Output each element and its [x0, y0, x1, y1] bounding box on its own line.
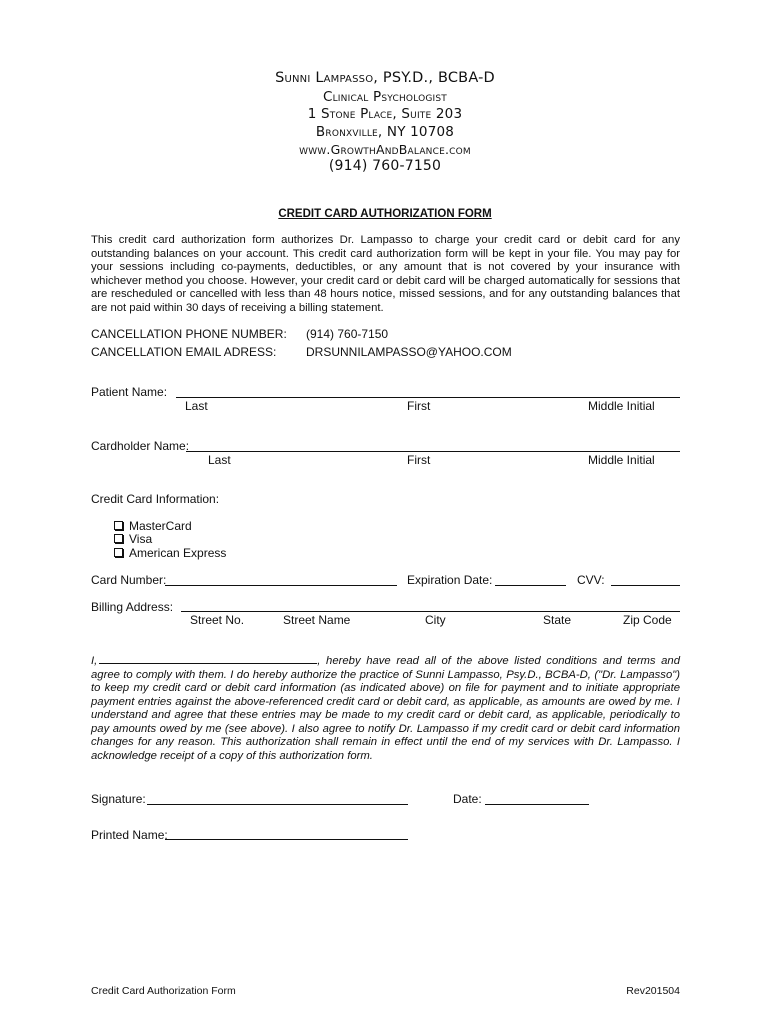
agreement-paragraph — [91, 653, 680, 763]
billing-street-name-caption: Street Name — [283, 613, 351, 627]
address-line-2: Bronxville, NY 10708 — [315, 124, 455, 140]
patient-middle-caption: Middle Initial — [588, 399, 655, 413]
practitioner-title: Clinical Psychologist — [322, 89, 448, 105]
option-mastercard[interactable] — [114, 519, 192, 533]
checkbox-icon[interactable] — [114, 534, 123, 543]
cardholder-last-caption: Last — [208, 453, 231, 467]
cardholder-middle-caption: Middle Initial — [588, 453, 655, 467]
cardholder-name-label: Cardholder Name: — [91, 439, 190, 453]
agreement-prefix: I, — [91, 655, 98, 667]
cancellation-email-value: DRSUNNILAMPASSO@YAHOO.COM — [306, 345, 512, 359]
billing-address-field[interactable] — [181, 598, 680, 612]
agreement-text: , hereby have read all of the above listed conditions and terms and agree to comply with them. I do hereby authorize the practice of Sunni Lampasso, Psy.D., BCBA-D, ("Dr. Lampasso") to keep my credit card or debit card information (as indicated above) on file for payment and to initiate appropriate payment entries against the above-referenced credit card or debit card, as applicable, as amounts are owed by me. I understand and agree that these entries may be made to my credit card or debit card, as applicable, periodically to pay amounts owed by me (see above). I also agree to notify Dr. Lampasso if my credit card or debit card information changes for any reason. This authorization shall remain in effect until the end of my services with Dr. Lampasso. I acknowledge receipt of a copy of this authorization form. — [91, 655, 680, 762]
printed-name-label: Printed Name: — [91, 828, 168, 842]
date-label: Date: — [453, 792, 482, 806]
cardholder-name-field[interactable] — [186, 438, 680, 452]
cancellation-phone-value: (914) 760-7150 — [306, 327, 389, 341]
option-amex[interactable] — [114, 546, 226, 560]
cardholder-first-caption: First — [407, 453, 431, 467]
billing-state-caption: State — [543, 613, 572, 627]
billing-street-no-caption: Street No. — [190, 613, 245, 627]
patient-name-label: Patient Name: — [91, 385, 168, 399]
signature-label: Signature: — [91, 792, 146, 806]
intro-paragraph: This credit card authorization form authorizes Dr. Lampasso to charge your credit card or debit card for any outstanding balances on your account. This credit card authorization form will be kept in your file. You may pay for your sessions including co-payments, deductibles, or any amount that is not covered by your insurance with whichever method you choose. However, your credit card or debit card will be charged automatically for sessions that are rescheduled or cancelled with less than 48 hours notice, missed sessions, and for any outstanding balances that are not paid within 30 days of receiving a billing statement. — [91, 234, 680, 314]
cvv-field[interactable] — [611, 572, 680, 586]
expiration-label: Expiration Date: — [407, 573, 493, 587]
option-mastercard-label: MasterCard — [129, 519, 192, 533]
agreement-name-blank[interactable] — [99, 653, 317, 664]
practitioner-name: Sunni Lampasso, PSY.D., BCBA-D — [275, 70, 495, 86]
card-number-label: Card Number: — [91, 573, 167, 587]
patient-name-field[interactable] — [176, 384, 680, 398]
option-amex-label: American Express — [129, 546, 227, 560]
checkbox-icon[interactable] — [114, 521, 123, 530]
checkbox-icon[interactable] — [114, 548, 123, 557]
option-visa[interactable] — [114, 532, 152, 546]
cancellation-email-label: CANCELLATION EMAIL ADRESS: — [91, 345, 277, 359]
patient-first-caption: First — [407, 399, 431, 413]
footer-left: Credit Card Authorization Form — [91, 985, 236, 997]
expiration-field[interactable] — [495, 572, 566, 586]
card-number-field[interactable] — [165, 572, 397, 586]
patient-last-caption: Last — [185, 399, 208, 413]
billing-zip-caption: Zip Code — [623, 613, 672, 627]
cancellation-phone-label: CANCELLATION PHONE NUMBER: — [91, 327, 287, 341]
address-line-1: 1 Stone Place, Suite 203 — [307, 106, 463, 122]
form-title: CREDIT CARD AUTHORIZATION FORM — [278, 208, 492, 220]
billing-city-caption: City — [425, 613, 446, 627]
card-info-label: Credit Card Information: — [91, 492, 220, 506]
footer-right: Rev201504 — [626, 985, 680, 997]
option-visa-label: Visa — [129, 532, 153, 546]
website: www.GrowthAndBalance.com — [299, 142, 471, 157]
signature-field[interactable] — [147, 791, 408, 805]
header-phone: (914) 760-7150 — [328, 158, 442, 174]
billing-address-label: Billing Address: — [91, 600, 174, 614]
cvv-label: CVV: — [577, 573, 605, 587]
date-field[interactable] — [485, 791, 589, 805]
printed-name-field[interactable] — [165, 826, 408, 840]
